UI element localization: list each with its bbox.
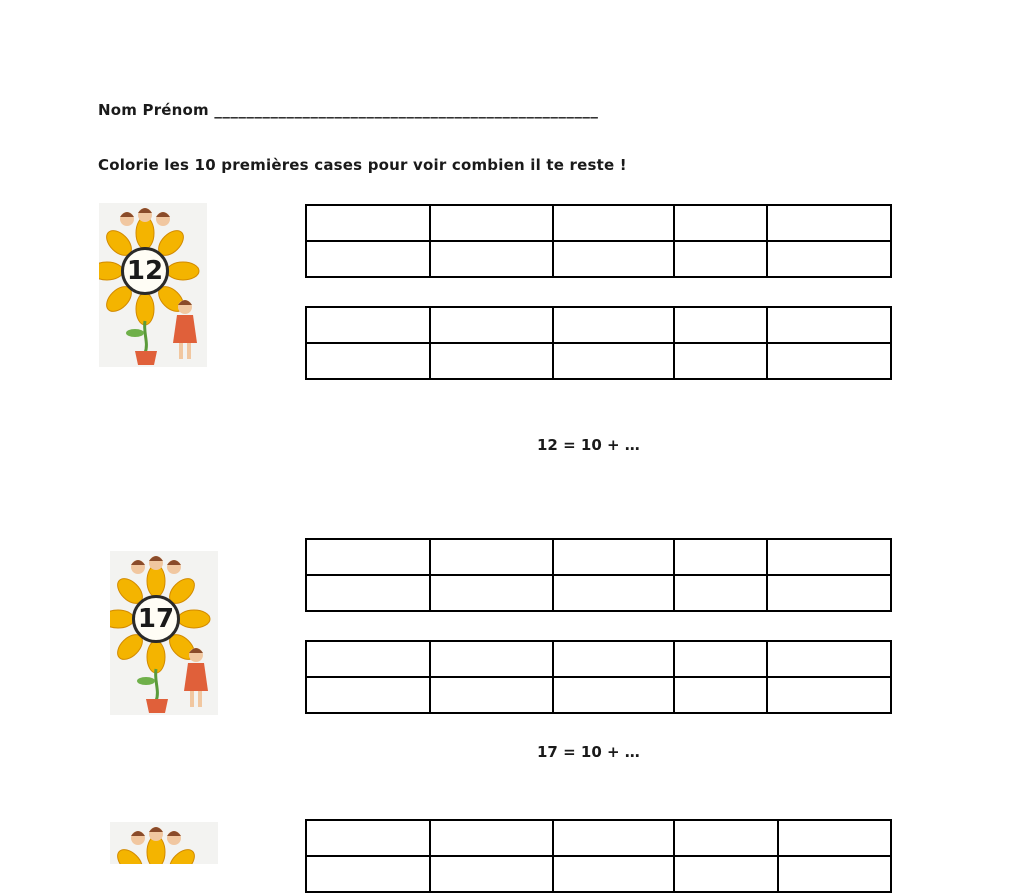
grid-cell[interactable]: [430, 820, 553, 856]
name-fill-line[interactable]: ________________________________________________: [214, 101, 599, 119]
grid-row: [306, 307, 891, 343]
exercise-number: 12: [121, 247, 169, 295]
grid-cell[interactable]: [306, 856, 430, 892]
ten-frame-grid: [305, 538, 892, 612]
grid-cell[interactable]: [430, 677, 553, 713]
grid-cell[interactable]: [430, 539, 553, 575]
exercise-number: 17: [132, 595, 180, 643]
grid-cell[interactable]: [674, 205, 767, 241]
grid-row: [306, 820, 891, 856]
grid-cell[interactable]: [306, 241, 430, 277]
grid-cell[interactable]: [674, 575, 767, 611]
grid-row: [306, 677, 891, 713]
grid-row: [306, 241, 891, 277]
grid-cell[interactable]: [674, 539, 767, 575]
grid-cell[interactable]: [767, 575, 891, 611]
grid-cell[interactable]: [553, 575, 674, 611]
name-line: [98, 101, 598, 119]
grid-cell[interactable]: [430, 343, 553, 379]
grid-cell[interactable]: [553, 307, 674, 343]
ten-frame-grid: [305, 819, 892, 893]
grid-cell[interactable]: [306, 205, 430, 241]
grid-cell[interactable]: [430, 205, 553, 241]
grid-row: [306, 205, 891, 241]
grid-row: [306, 343, 891, 379]
grid-row: [306, 575, 891, 611]
grid-cell[interactable]: [430, 307, 553, 343]
grid-cell[interactable]: [767, 677, 891, 713]
sunflower-children-icon: [110, 822, 218, 864]
sunflower-illustration: [99, 203, 207, 367]
grid-cell[interactable]: [306, 641, 430, 677]
equation-text: 17 = 10 + …: [537, 743, 640, 761]
grid-cell[interactable]: [674, 307, 767, 343]
grid-cell[interactable]: [778, 820, 891, 856]
grid-cell[interactable]: [553, 641, 674, 677]
equation-text: 12 = 10 + …: [537, 436, 640, 454]
ten-frame-grid: [305, 640, 892, 714]
grid-cell[interactable]: [674, 343, 767, 379]
grid-cell[interactable]: [674, 641, 767, 677]
grid-cell[interactable]: [306, 575, 430, 611]
grid-cell[interactable]: [553, 820, 674, 856]
grid-cell[interactable]: [553, 856, 674, 892]
grid-cell[interactable]: [767, 241, 891, 277]
sunflower-illustration: [110, 822, 218, 864]
grid-row: [306, 539, 891, 575]
grid-cell[interactable]: [778, 856, 891, 892]
grid-cell[interactable]: [306, 539, 430, 575]
grid-cell[interactable]: [674, 856, 778, 892]
sunflower-illustration: [110, 551, 218, 715]
grid-cell[interactable]: [553, 241, 674, 277]
ten-frame-grid: [305, 204, 892, 278]
grid-cell[interactable]: [674, 241, 767, 277]
grid-cell[interactable]: [553, 205, 674, 241]
instruction-text: Colorie les 10 premières cases pour voir combien il te reste !: [98, 156, 627, 174]
grid-cell[interactable]: [767, 343, 891, 379]
grid-cell[interactable]: [430, 641, 553, 677]
ten-frame-grid: [305, 306, 892, 380]
grid-cell[interactable]: [674, 677, 767, 713]
grid-cell[interactable]: [767, 307, 891, 343]
grid-cell[interactable]: [767, 641, 891, 677]
grid-cell[interactable]: [306, 677, 430, 713]
grid-row: [306, 856, 891, 892]
grid-cell[interactable]: [430, 241, 553, 277]
grid-cell[interactable]: [306, 343, 430, 379]
grid-cell[interactable]: [553, 539, 674, 575]
grid-cell[interactable]: [767, 205, 891, 241]
grid-cell[interactable]: [553, 677, 674, 713]
name-label: Nom Prénom: [98, 101, 209, 119]
grid-cell[interactable]: [553, 343, 674, 379]
grid-row: [306, 641, 891, 677]
grid-cell[interactable]: [430, 575, 553, 611]
grid-cell[interactable]: [767, 539, 891, 575]
grid-cell[interactable]: [430, 856, 553, 892]
grid-cell[interactable]: [306, 307, 430, 343]
grid-cell[interactable]: [306, 820, 430, 856]
grid-cell[interactable]: [674, 820, 778, 856]
